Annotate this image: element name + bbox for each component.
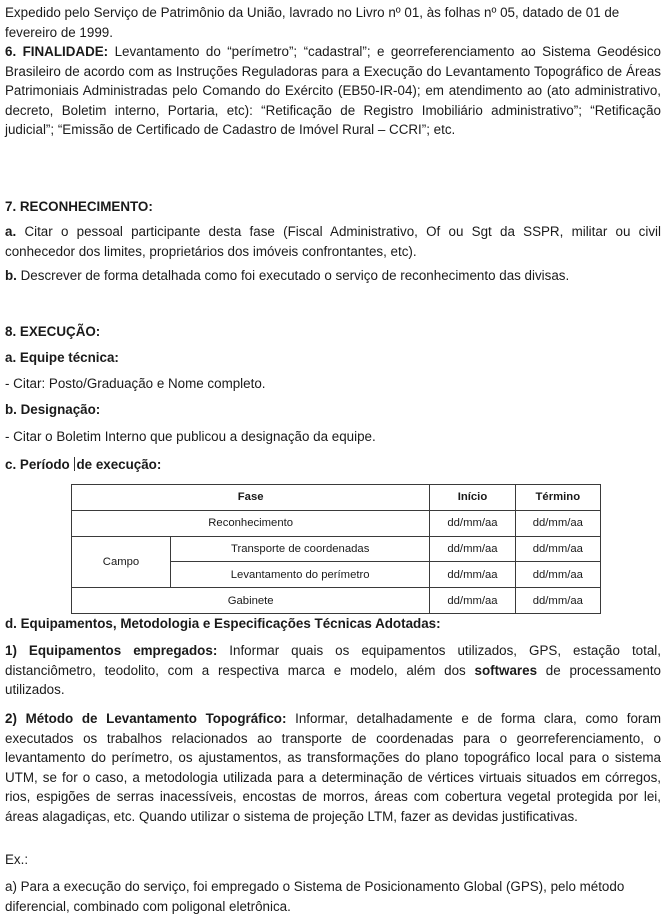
- execution-period-table: [71, 484, 601, 614]
- header-termino: Término: [515, 485, 600, 511]
- end-date-cell: dd/mm/aa: [515, 536, 600, 562]
- section-8d1-text-2: de processamento utilizados.: [5, 662, 661, 697]
- phase-gabinete: Gabinete: [72, 588, 430, 614]
- section-8d1-label: 1) Equipamentos empregados:: [5, 643, 218, 658]
- start-date-cell: dd/mm/aa: [430, 510, 515, 536]
- start-date-cell: dd/mm/aa: [430, 562, 515, 588]
- table-row: [72, 536, 601, 562]
- table-header-row: [72, 485, 601, 511]
- section-8-heading: 8. EXECUÇÃO:: [5, 324, 101, 339]
- section-8b-text: - Citar o Boletim Interno que publicou a designação da equipe.: [5, 429, 376, 444]
- section-8a-text: - Citar: Posto/Graduação e Nome completo.: [5, 376, 266, 391]
- section-8d2-paragraph: [5, 709, 661, 826]
- section-6-label: 6. FINALIDADE:: [5, 44, 109, 59]
- start-date-cell: dd/mm/aa: [430, 536, 515, 562]
- table-row: [72, 510, 601, 536]
- header-fase: Fase: [72, 485, 430, 511]
- table-row: [72, 588, 601, 614]
- section-8d1-text-1: Informar quais os equipamentos utilizados, GPS, estação total, distanciômetro, teodolito, com a respectiva marca e modelo, além dos: [5, 643, 661, 678]
- section-8d1-bold: softwares: [474, 662, 538, 678]
- end-date-cell: dd/mm/aa: [515, 562, 600, 588]
- intro-paragraph: Expedido pelo Serviço de Patrimônio da União, lavrado no Livro nº 01, às folhas nº 05, datado de 01 de fevereiro de 1999.: [5, 5, 620, 40]
- section-7a-text: Citar o pessoal participante desta fase (Fiscal Administrativo, Of ou Sgt da SSPR, militar ou civil conhecedor dos limites, proprietários dos imóveis confrontantes, etc).: [5, 224, 661, 259]
- example-a-paragraph: a) Para a execução do serviço, foi empregado o Sistema de Posicionamento Global (GPS), pelo método diferencial, combinado com poligonal eletrônica.: [5, 879, 625, 914]
- phase-campo: Campo: [72, 536, 171, 588]
- section-7a-label: a.: [5, 224, 17, 239]
- phase-reconhecimento: Reconhecimento: [72, 510, 430, 536]
- example-label: Ex.:: [5, 852, 29, 867]
- section-8c-heading-part1: c. Período: [5, 457, 74, 472]
- subphase-levantamento: Levantamento do perímetro: [171, 562, 430, 588]
- end-date-cell: dd/mm/aa: [515, 588, 600, 614]
- section-8d2-label: 2) Método de Levantamento Topográfico:: [5, 711, 287, 726]
- section-7b-label: b.: [5, 268, 17, 283]
- section-8a-heading: a. Equipe técnica:: [5, 350, 119, 365]
- section-6-text: Levantamento do “perímetro”; “cadastral”; e georreferenciamento ao Sistema Geodésico Brasileiro de acordo com as Instruções Reguladoras para a Execução do Levantamento Topográfico de Áreas Patrimoniais Administradas pelo Comando do Exército (EB50-IR-04); em atendimento ao (ato administrativo, decreto, Boletim interno, Portaria, etc): “Retificação de Registro Imobiliário administrativo”; “Retificação judicial”; “Emissão de Certificado de Cadastro de Imóvel Rural – CCRI”; etc.: [5, 44, 661, 137]
- section-6-finalidade: [5, 42, 661, 140]
- section-8b-heading: b. Designação:: [5, 402, 101, 417]
- section-8d-heading: d. Equipamentos, Metodologia e Especificações Técnicas Adotadas:: [5, 616, 441, 631]
- section-8c-heading: [5, 455, 661, 475]
- section-7a-paragraph: [5, 222, 661, 261]
- section-7b-paragraph: [5, 266, 661, 286]
- end-date-cell: dd/mm/aa: [515, 510, 600, 536]
- section-7b-text: Descrever de forma detalhada como foi executado o serviço de reconhecimento das divisas.: [20, 268, 570, 283]
- start-date-cell: dd/mm/aa: [430, 588, 515, 614]
- section-8c-heading-part2: de execução:: [76, 457, 162, 472]
- section-7-heading: 7. RECONHECIMENTO:: [5, 199, 153, 214]
- subphase-transporte: Transporte de coordenadas: [171, 536, 430, 562]
- section-8d1-paragraph: [5, 641, 661, 700]
- section-8d2-text: Informar, detalhadamente e de forma clara, como foram executados os trabalhos relacionados ao transporte de coordenadas para o georreferenciamento, o levantamento do perímetro, os ajustamentos, as transformações do plano topográfico local para o sistema UTM, se for o caso, a metodologia utilizada para a determinação de vértices virtuais situados em córregos, rios, espigões de serras inacessíveis, encostas de morros, áreas com cobertura vegetal protegida por lei, áreas alagadiças, etc. Quando utilizar o sistema de projeção LTM, fazer as devidas justificativas.: [5, 711, 661, 824]
- header-inicio: Início: [430, 485, 515, 511]
